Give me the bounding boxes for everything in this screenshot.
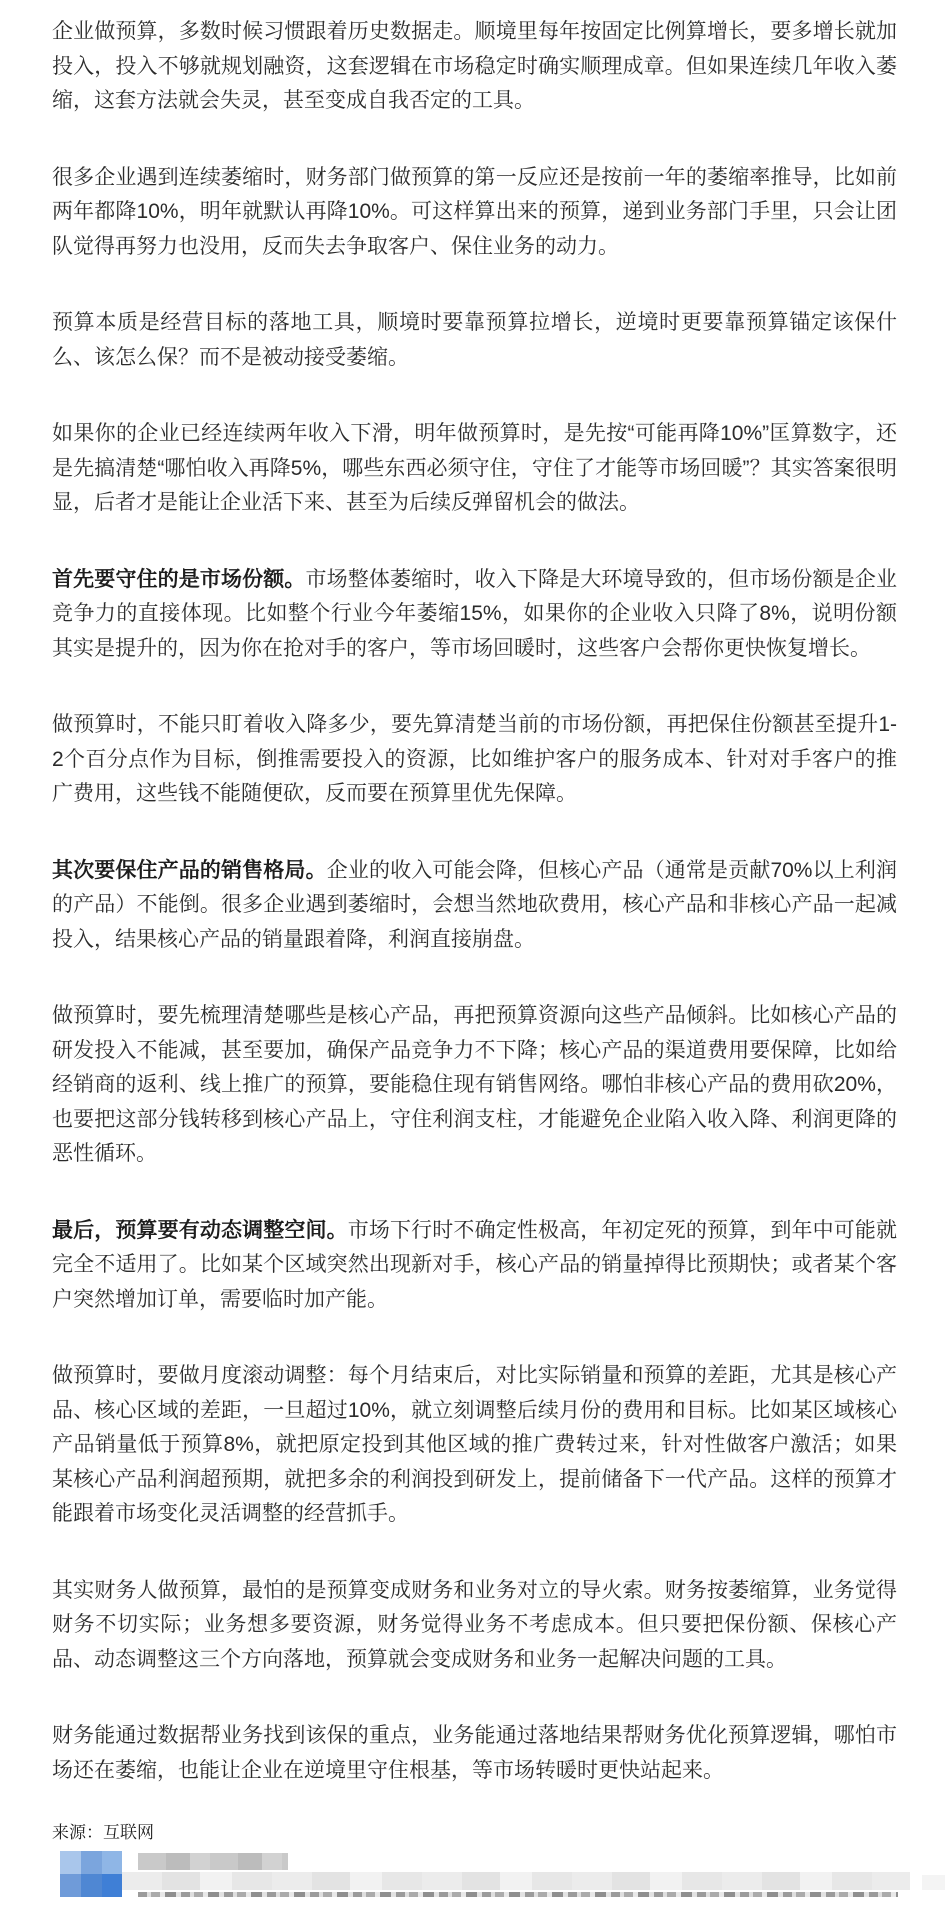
blurred-text-line-3 (138, 1892, 898, 1897)
paragraph-11: 其实财务人做预算，最怕的是预算变成财务和业务对立的导火索。财务按萎缩算，业务觉得财务不切实际；业务想多要资源，财务觉得业务不考虑成本。但只要把保份额、保核心产品、动态调整这三个方向落地，预算就会变成财务和业务一起解决问题的工具。 (52, 1578, 897, 1671)
blurred-logo-icon (60, 1851, 122, 1897)
article-footer (0, 1821, 945, 1897)
blurred-text-line-2-extra (922, 1875, 945, 1890)
paragraph-3: 预算本质是经营目标的落地工具，顺境时要靠预算拉增长，逆境时更要靠预算锚定该保什么、该怎么保？而不是被动接受萎缩。 (52, 311, 897, 369)
paragraph-1: 企业做预算，多数时候习惯跟着历史数据走。顺境里每年按固定比例算增长，要多增长就加投入，投入不够就规划融资，这套逻辑在市场稳定时确实顺理成章。但如果连续几年收入萎缩，这套方法就会失灵，甚至变成自我否定的工具。 (52, 20, 897, 112)
paragraph-9-lead: 最后，预算要有动态调整空间。 (52, 1218, 348, 1242)
paragraph-5: 首先要守住的是市场份额。市场整体萎缩时，收入下降是大环境导致的，但市场份额是企业竞争力的直接体现。比如整个行业今年萎缩15%，如果你的企业收入只降了8%，说明份额其实是提升的，因为你在抢对手的客户，等市场回暖时，这些客户会帮你更快恢复增长。 (52, 567, 898, 660)
source-attribution: 来源：互联网 (52, 1823, 154, 1842)
paragraph-6: 做预算时，不能只盯着收入降多少，要先算清楚当前的市场份额，再把保住份额甚至提升1-2个百分点作为目标，倒推需要投入的资源，比如维护客户的服务成本、针对对手客户的推广费用，这些钱不能随便砍，反而要在预算里优先保障。 (52, 713, 897, 805)
blurred-text-line-2 (122, 1872, 910, 1890)
blurred-source-card (60, 1851, 945, 1897)
paragraph-7: 其次要保住产品的销售格局。企业的收入可能会降，但核心产品（通常是贡献70%以上利润的产品）不能倒。很多企业遇到萎缩时，会想当然地砍费用，核心产品和非核心产品一起减投入，结果核心产品的销量跟着降，利润直接崩盘。 (52, 858, 898, 951)
paragraph-5-lead: 首先要守住的是市场份额。 (52, 567, 306, 591)
paragraph-7-lead: 其次要保住产品的销售格局。 (52, 858, 327, 882)
paragraph-8: 做预算时，要先梳理清楚哪些是核心产品，再把预算资源向这些产品倾斜。比如核心产品的研发投入不能减，甚至要加，确保产品竞争力不下降；核心产品的渠道费用要保障，比如给经销商的返利、线上推广的预算，要能稳住现有销售网络。哪怕非核心产品的费用砍20%，也要把这部分钱转移到核心产品上，守住利润支柱，才能避免企业陷入收入降、利润更降的恶性循环。 (52, 1004, 897, 1165)
paragraph-4: 如果你的企业已经连续两年收入下滑，明年做预算时，是先按“可能再降10%”匡算数字，还是先搞清楚“哪怕收入再降5%，哪些东西必须守住，守住了才能等市场回暖”？其实答案很明显，后者才是能让企业活下来、甚至为后续反弹留机会的做法。 (52, 422, 897, 514)
paragraph-2: 很多企业遇到连续萎缩时，财务部门做预算的第一反应还是按前一年的萎缩率推导，比如前两年都降10%，明年就默认再降10%。可这样算出来的预算，递到业务部门手里，只会让团队觉得再努力也没用，反而失去争取客户、保住业务的动力。 (52, 165, 897, 258)
paragraph-9: 最后，预算要有动态调整空间。市场下行时不确定性极高，年初定死的预算，到年中可能就完全不适用了。比如某个区域突然出现新对手，核心产品的销量掉得比预期快；或者某个客户突然增加订单，需要临时加产能。 (52, 1218, 897, 1311)
blurred-text-line-1 (138, 1853, 288, 1870)
paragraph-12: 财务能通过数据帮业务找到该保的重点，业务能通过落地结果帮财务优化预算逻辑，哪怕市场还在萎缩，也能让企业在逆境里守住根基，等市场转暖时更快站起来。 (52, 1724, 897, 1782)
paragraph-10: 做预算时，要做月度滚动调整：每个月结束后，对比实际销量和预算的差距，尤其是核心产品、核心区域的差距，一旦超过10%，就立刻调整后续月份的费用和目标。比如某区域核心产品销量低于预算8%，就把原定投到其他区域的推广费转过来，针对性做客户激活；如果某核心产品利润超预期，就把多余的利润投到研发上，提前储备下一代产品。这样的预算才能跟着市场变化灵活调整的经营抓手。 (52, 1364, 897, 1525)
